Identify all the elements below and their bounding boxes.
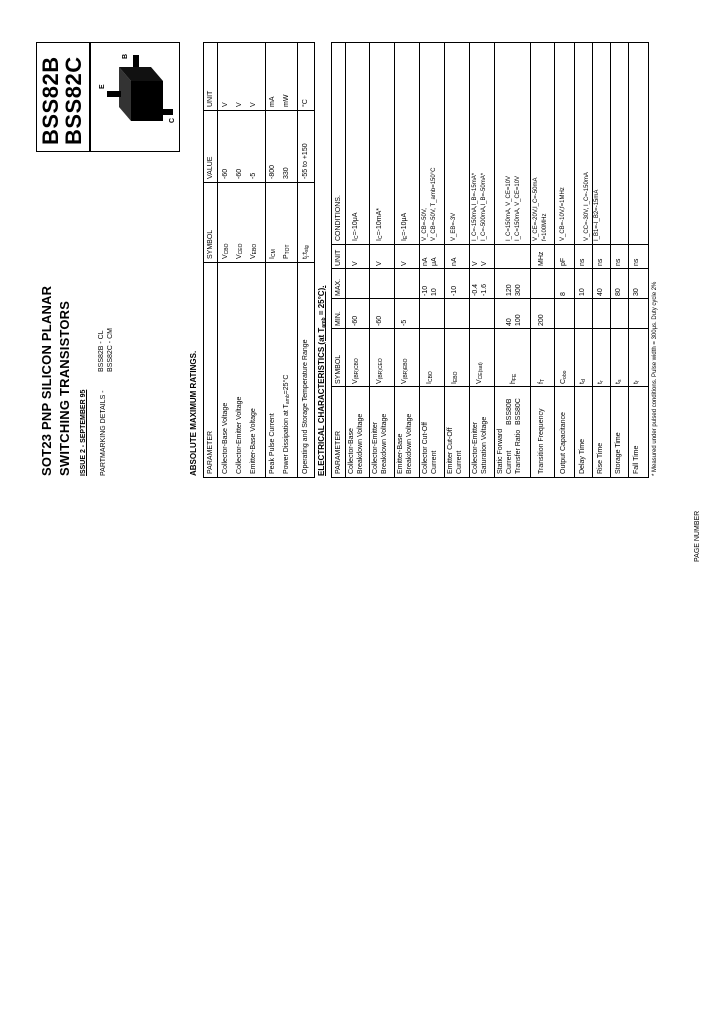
elec-row4-conditions-2: V_CB=-50V, T_amb=150°C: [431, 167, 437, 241]
elec-row7-max-1: 120: [506, 284, 513, 296]
elec-row6-conditions-2: I_C=-500mA,I_B=-50mA*: [481, 172, 487, 241]
part-number-box: [36, 42, 90, 152]
elec-row4-conditions-1: V_CB=-50V,: [422, 208, 428, 241]
elec-col-min: MIN.: [335, 311, 342, 326]
elec-row9-max: 8: [560, 292, 567, 296]
elec-row4-parameter-1: Collector Cut-Off: [422, 422, 429, 474]
elec-row2-parameter-1: Collector-Emitter: [372, 421, 379, 474]
elec-row8-conditions-1: V_CE=-20V,I_C=-50mA: [533, 177, 539, 241]
elec-row1-symbol: $V_{(BR)CBO}$: [352, 358, 360, 384]
elec-row3-symbol: $V_{(BR)EBO}$: [401, 358, 409, 384]
abs-col-value: VALUE: [207, 156, 214, 179]
elec-row4-parameter-2: Current: [431, 450, 438, 474]
elec-row1-parameter-2: Breakdown Voltage: [357, 413, 364, 474]
abs-max-heading: ABSOLUTE MAXIMUM RATINGS.: [189, 350, 198, 476]
elec-row6-max-2: -1.6: [481, 283, 488, 296]
elec-row3-parameter-2: Breakdown Voltage: [406, 413, 413, 474]
pin-e-label: E: [99, 84, 106, 89]
abs-row2-value: -60: [236, 168, 243, 179]
elec-row4-unit-2: μA: [431, 257, 438, 266]
elec-row12-symbol: $t_s$: [615, 379, 623, 384]
abs-col-symbol: SYMBOL: [207, 229, 214, 259]
abs-row1-unit: V: [222, 102, 229, 107]
pin-c-label: C: [169, 117, 176, 123]
elec-row13-parameter: Fall Time: [633, 445, 640, 474]
elec-row11-max: 40: [597, 288, 604, 296]
elec-row7-max-2: 300: [515, 284, 522, 296]
elec-row13-symbol: $t_f$: [633, 380, 641, 384]
elec-row6-parameter-2: Saturation Voltage: [481, 416, 488, 474]
elec-row8-conditions-2: f=100MHz: [542, 213, 548, 241]
elec-row11-unit: ns: [597, 258, 604, 266]
abs-row2-parameter: Collector-Emitter Voltage: [236, 396, 243, 474]
elec-row8-symbol: $f_T$: [538, 378, 546, 384]
elec-col-symbol: SYMBOL: [335, 354, 342, 384]
elec-row7-parameter-1: Static Forward: [497, 428, 504, 474]
page-number-footer: PAGE NUMBER: [694, 510, 701, 562]
elec-row2-symbol: $V_{(BR)CEO}$: [376, 358, 384, 384]
elec-row6-unit-1: V: [472, 261, 479, 266]
elec-row5-conditions: V_EB=-3V: [451, 212, 457, 241]
elec-row5-symbol: $I_{EBO}$: [451, 371, 459, 384]
elec-row7-parameter-2: Current: [506, 450, 513, 474]
elec-row9-symbol: $C_{obo}$: [560, 370, 568, 384]
elec-row4-max-2: 10: [431, 288, 438, 296]
abs-row2-symbol: $V_{CEO}$: [236, 243, 244, 259]
elec-row6-parameter-1: Collector-Emitter: [472, 421, 479, 474]
abs-max-table: [203, 42, 315, 478]
elec-heading: ELECTRICAL CHARACTERISTICS (at $T_{amb} = 25^\circ C$).: [317, 285, 327, 476]
elec-row7-min-1: 40: [506, 318, 513, 326]
abs-row1-symbol: $V_{CBO}$: [222, 243, 230, 259]
footnote: * Measured under pulsed conditions. Pulse width = 300μs. Duty cycle 2%: [652, 281, 658, 476]
elec-col-unit: UNIT: [335, 249, 342, 266]
abs-row3-parameter: Emitter-Base Voltage: [250, 408, 257, 474]
abs-row5-value: 330: [283, 167, 290, 179]
abs-row6-unit: °C: [302, 99, 309, 107]
partmarking-item-2: BSS82C - CM: [107, 328, 114, 372]
elec-row11-conditions: I_B1=-I_B2=-15mA: [594, 189, 600, 241]
issue-label: ISSUE 2 - SEPTEMBER 95: [80, 389, 87, 476]
abs-row5-unit: mW: [283, 94, 290, 107]
elec-row1-conditions: $I_C=-10\mu A$: [352, 212, 360, 241]
elec-row13-max: 30: [633, 288, 640, 296]
elec-row8-unit: MHz: [538, 251, 545, 266]
abs-row2-unit: V: [236, 102, 243, 107]
abs-row6-parameter: Operating and Storage Temperature Range: [302, 339, 309, 474]
sot23-package-icon: [91, 43, 179, 151]
elec-row7-variant-2: BSS80C: [515, 398, 522, 425]
abs-row1-value: -60: [222, 168, 229, 179]
abs-row4-value: -800: [269, 164, 276, 179]
elec-row2-conditions: $I_C=-10mA*$: [376, 207, 384, 241]
elec-row3-min: -5: [401, 319, 408, 326]
elec-table: [331, 42, 649, 478]
elec-row10-symbol: $t_d$: [579, 379, 587, 384]
elec-row1-unit: V: [352, 261, 359, 266]
elec-col-parameter: PARAMETER: [335, 430, 342, 474]
elec-row13-unit: ns: [633, 258, 640, 266]
abs-col-unit: UNIT: [207, 90, 214, 107]
elec-row4-max-1: -10: [422, 285, 429, 296]
elec-row7-parameter-3: Transfer Ratio: [515, 429, 522, 474]
elec-row8-parameter: Transition Frequency: [538, 408, 545, 474]
package-box: [90, 42, 180, 152]
elec-row7-conditions-1: I_C=150mA, V_CE=10V: [506, 175, 512, 241]
elec-row3-parameter-1: Emitter-Base: [397, 433, 404, 474]
elec-row5-max: -10: [451, 285, 458, 296]
abs-row6-symbol: $t_j:t_{stg}$: [302, 245, 310, 259]
abs-row6-value: -55 to +150: [302, 143, 309, 179]
elec-row9-unit: pF: [560, 257, 567, 266]
abs-row1-parameter: Collector-Base Voltage: [222, 402, 229, 474]
elec-col-conditions: CONDITIONS.: [335, 195, 342, 241]
elec-row5-parameter-1: Emitter Cut-Off: [447, 427, 454, 474]
partmarking-item-1: BSS82B - CL: [98, 330, 105, 372]
elec-row1-parameter-1: Collector-Base: [348, 428, 355, 474]
elec-row6-conditions-1: I_C=-150mA,I_B=-15mA*: [472, 172, 478, 241]
elec-row10-max: 10: [579, 288, 586, 296]
elec-row10-unit: ns: [579, 258, 586, 266]
elec-row4-symbol: $I_{CBO}$: [426, 371, 434, 384]
elec-row2-min: -60: [376, 315, 383, 326]
elec-row6-symbol: $V_{CE(sat)}$: [476, 362, 484, 384]
elec-row3-conditions: $I_E=-10\mu A$: [401, 212, 409, 241]
elec-row4-unit-1: nA: [422, 257, 429, 266]
part-number-2: BSS82C: [61, 56, 86, 145]
elec-row6-max-1: -0.4: [472, 283, 479, 296]
pin-b-label: B: [122, 53, 129, 59]
elec-row12-parameter: Storage Time: [615, 432, 622, 474]
elec-row2-unit: V: [376, 261, 383, 266]
elec-row7-variant-1: BSS80B: [506, 398, 513, 425]
elec-row10-conditions: V_CC=-30V, I_C=-150mA: [584, 172, 590, 241]
elec-row9-parameter: Output Capacitance: [560, 412, 567, 474]
elec-row5-parameter-2: Current: [456, 450, 463, 474]
abs-row3-value: -5: [250, 172, 257, 179]
elec-row2-parameter-2: Breakdown Voltage: [381, 413, 388, 474]
elec-row7-min-2: 100: [515, 314, 522, 326]
abs-col-parameter: PARAMETER: [207, 430, 214, 474]
abs-row4-parameter: Peak Pulse Current: [269, 413, 276, 474]
elec-row8-min: 200: [538, 314, 545, 326]
abs-row4-unit: mA: [269, 96, 276, 107]
elec-row11-parameter: Rise Time: [597, 442, 604, 474]
abs-row5-parameter: Power Dissipation at $T_{amb}=25^\circ C$: [283, 374, 291, 474]
elec-row7-symbol: $h_{FE}$: [510, 373, 518, 384]
part-number-1: BSS82B: [38, 56, 63, 145]
title-line-2: SWITCHING TRANSISTORS: [57, 300, 72, 476]
partmarking-label: PARTMARKING DETAILS -: [100, 390, 107, 476]
elec-row11-symbol: $t_r$: [597, 380, 605, 384]
abs-row5-symbol: $P_{TOT}$: [283, 244, 291, 259]
elec-row12-unit: ns: [615, 258, 622, 266]
abs-row3-symbol: $V_{EBO}$: [250, 243, 258, 259]
elec-row12-max: 80: [615, 288, 622, 296]
elec-row1-min: -60: [352, 315, 359, 326]
elec-row10-parameter: Delay Time: [579, 438, 586, 474]
elec-row7-conditions-2: I_C=150mA, V_CE=10V: [515, 175, 521, 241]
abs-row4-symbol: $I_{CM}$: [269, 249, 277, 259]
abs-row3-unit: V: [250, 102, 257, 107]
title-line-1: SOT23 PNP SILICON PLANAR: [39, 285, 54, 476]
elec-row5-unit: nA: [451, 257, 458, 266]
elec-row9-conditions: V_CB=-10V,f=1MHz: [560, 187, 566, 241]
elec-col-max: MAX.: [335, 278, 342, 296]
elec-row3-unit: V: [401, 261, 408, 266]
elec-row6-unit-2: V: [481, 261, 488, 266]
